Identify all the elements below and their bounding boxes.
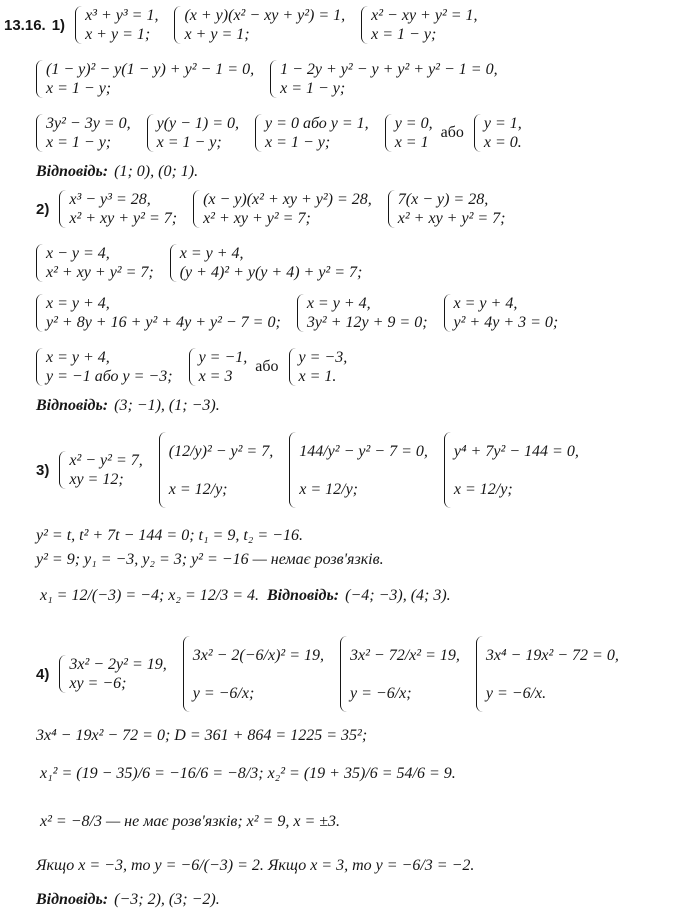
- part2-row4: [36, 348, 363, 386]
- equation-line: x² − xy + y² = 1,: [371, 7, 478, 24]
- equation-line: 144/y² − y² − 7 = 0,: [299, 442, 428, 460]
- part1-row2: [36, 60, 514, 98]
- equation-line: (x − y)(x² + xy + y²) = 28,: [203, 191, 372, 208]
- or-word: або: [255, 358, 279, 375]
- part3-line1: y² = t, t² + 7t − 144 = 0; t₁ = 9, t₂ = −16.: [36, 527, 303, 544]
- part4-line3: x² = −8/3 — не має розв'язків; x² = 9, x = ±3.: [40, 813, 341, 830]
- part1-label: 1): [51, 16, 66, 34]
- system: [174, 6, 345, 44]
- part2-row3: [36, 294, 574, 332]
- equation-line: x³ − y³ = 28,: [69, 191, 151, 208]
- equation-line: (x + y)(x² − xy + y²) = 1,: [184, 7, 346, 24]
- system: [189, 348, 248, 386]
- equation-line: y = 0,: [394, 115, 433, 132]
- system: [255, 114, 369, 152]
- equation-line: x² + xy + y² = 7;: [69, 210, 178, 227]
- system: [385, 114, 433, 152]
- equation-line: x = 1 − y;: [46, 80, 112, 97]
- equation-line: x² + xy + y² = 7;: [46, 264, 154, 281]
- equation-line: 1 − 2y + y² − y + y² + y² − 1 = 0,: [280, 61, 498, 78]
- equation-line: x + y = 1;: [85, 26, 151, 43]
- equation-line: x² + xy + y² = 7;: [397, 210, 506, 227]
- equation-line: 3x² − 72/x² = 19,: [350, 646, 460, 664]
- equation-line: 3y² − 3y = 0,: [46, 115, 131, 132]
- equation-line: (1 − y)² − y(1 − y) + y² − 1 = 0,: [46, 61, 255, 78]
- equation-line: xy = 12;: [69, 471, 124, 488]
- equation-line: x = 1 − y;: [280, 80, 346, 97]
- equation-line: y = 1,: [483, 115, 522, 132]
- equation-line: x = y + 4,: [46, 295, 110, 312]
- part4-answer: [36, 890, 220, 910]
- system: [444, 294, 559, 332]
- system: [59, 190, 177, 228]
- system: [444, 432, 579, 508]
- part1-row1: [4, 6, 494, 44]
- system: [36, 114, 131, 152]
- system: [476, 636, 619, 712]
- equation-line: x = 12/y;: [168, 480, 228, 498]
- answer-value: (−4; −3), (4; 3).: [345, 587, 451, 604]
- equation-line: y² + 8y + 16 + y² + 4y + y² − 7 = 0;: [46, 314, 281, 331]
- equation-line: x = 12/y;: [299, 480, 359, 498]
- part1-answer: [36, 162, 198, 182]
- part2-row2: [36, 244, 378, 282]
- part2-row1: [36, 190, 521, 228]
- system: [75, 6, 158, 44]
- equation-line: y = −1,: [198, 349, 248, 366]
- part2-label: 2): [36, 200, 50, 218]
- part3-line2: y² = 9; y₁ = −3, y₂ = 3; y² = −16 — немає розв'язків.: [36, 551, 384, 568]
- equation-line: x = 3: [198, 368, 233, 385]
- equation-line: x = 1 − y;: [46, 134, 112, 151]
- answer-label: Відповідь:: [36, 891, 109, 908]
- equation-line: (12/y)² − y² = 7,: [168, 442, 274, 460]
- equation-line: y(y − 1) = 0,: [156, 115, 240, 132]
- answer-label: Відповідь:: [36, 397, 109, 414]
- system: [170, 244, 363, 282]
- equation-line: y = −6/x;: [192, 684, 255, 702]
- system: [340, 636, 460, 712]
- equation-line: y² + 4y + 3 = 0;: [453, 314, 559, 331]
- system: [361, 6, 477, 44]
- system: [59, 655, 166, 693]
- part3-row1: [36, 432, 595, 508]
- system: [36, 294, 281, 332]
- answer-value: (−3; 2), (3; −2).: [114, 891, 220, 908]
- equation-line: x + y = 1;: [184, 26, 250, 43]
- equation-line: 7(x − y) = 28,: [397, 191, 489, 208]
- system: [289, 348, 348, 386]
- system: [270, 60, 497, 98]
- equation-line: x² − y² = 7,: [69, 452, 143, 469]
- equation-line: y = −3,: [298, 349, 348, 366]
- answer-label: Відповідь:: [266, 587, 340, 604]
- system: [388, 190, 506, 228]
- part4-line2: x₁² = (19 − 35)/6 = −16/6 = −8/3; x₂² = (19 + 35)/6 = 54/6 = 9.: [40, 765, 456, 782]
- part1-row3: [36, 114, 538, 152]
- equation-line: x³ + y³ = 1,: [85, 7, 159, 24]
- part4-line1: 3x⁴ − 19x² − 72 = 0; D = 361 + 864 = 1225 = 35²;: [36, 727, 368, 744]
- equation-line: x = 1 − y;: [265, 134, 331, 151]
- equation-line: 3x² − 2(−6/x)² = 19,: [192, 646, 325, 664]
- equation-line: x = 1 − y;: [371, 26, 437, 43]
- equation-line: y = 0 або y = 1,: [265, 115, 369, 132]
- equation-line: (y + 4)² + y(y + 4) + y² = 7;: [179, 264, 363, 281]
- equation-line: 3y² + 12y + 9 = 0;: [306, 314, 428, 331]
- answer-value: (1; 0), (0; 1).: [114, 163, 199, 180]
- problem-number: 13.16.: [4, 16, 46, 34]
- equation-line: y⁴ + 7y² − 144 = 0,: [453, 442, 579, 460]
- equation-line: x = 1: [394, 134, 429, 151]
- equation-line: x − y = 4,: [46, 245, 110, 262]
- part4-row1: [36, 636, 635, 712]
- answer-value: (3; −1), (1; −3).: [114, 397, 220, 414]
- system: [159, 432, 274, 508]
- system: [147, 114, 239, 152]
- equation-line: x = 1.: [298, 368, 337, 385]
- equation-line: y = −6/x;: [350, 684, 412, 702]
- part3-label: 3): [36, 461, 50, 479]
- system: [289, 432, 428, 508]
- equation-line: xy = −6;: [69, 675, 127, 692]
- part4-line4: Якщо x = −3, то y = −6/(−3) = 2. Якщо x = 3, то y = −6/3 = −2.: [36, 857, 475, 874]
- part4-label: 4): [36, 665, 50, 683]
- system: [59, 451, 142, 489]
- equation-line: x = 0.: [483, 134, 522, 151]
- equation-line: x = 12/y;: [453, 480, 513, 498]
- equation-line: y = −1 або y = −3;: [46, 368, 173, 385]
- system: [36, 60, 254, 98]
- system: [36, 348, 173, 386]
- equation-line: y = −6/x.: [485, 684, 547, 702]
- equation-line: x² + xy + y² = 7;: [203, 210, 311, 227]
- system: [297, 294, 428, 332]
- system: [193, 190, 372, 228]
- or-word: або: [440, 124, 464, 141]
- equation-line: x = y + 4,: [306, 295, 371, 312]
- equation-line: 3x⁴ − 19x² − 72 = 0,: [485, 646, 619, 664]
- system: [474, 114, 522, 152]
- answer-label: Відповідь:: [36, 163, 109, 180]
- equation-line: x = 1 − y;: [156, 134, 222, 151]
- equation-line: x = y + 4,: [46, 349, 110, 366]
- system: [183, 636, 324, 712]
- equation-line: 3x² − 2y² = 19,: [69, 656, 167, 673]
- equation-line: x = y + 4,: [179, 245, 244, 262]
- part3-line3: x₁ = 12/(−3) = −4; x₂ = 12/3 = 4. Відповідь: (−4; −3), (4; 3).: [40, 587, 451, 604]
- part2-answer: [36, 396, 220, 416]
- equation-line: x = y + 4,: [453, 295, 518, 312]
- system: [36, 244, 154, 282]
